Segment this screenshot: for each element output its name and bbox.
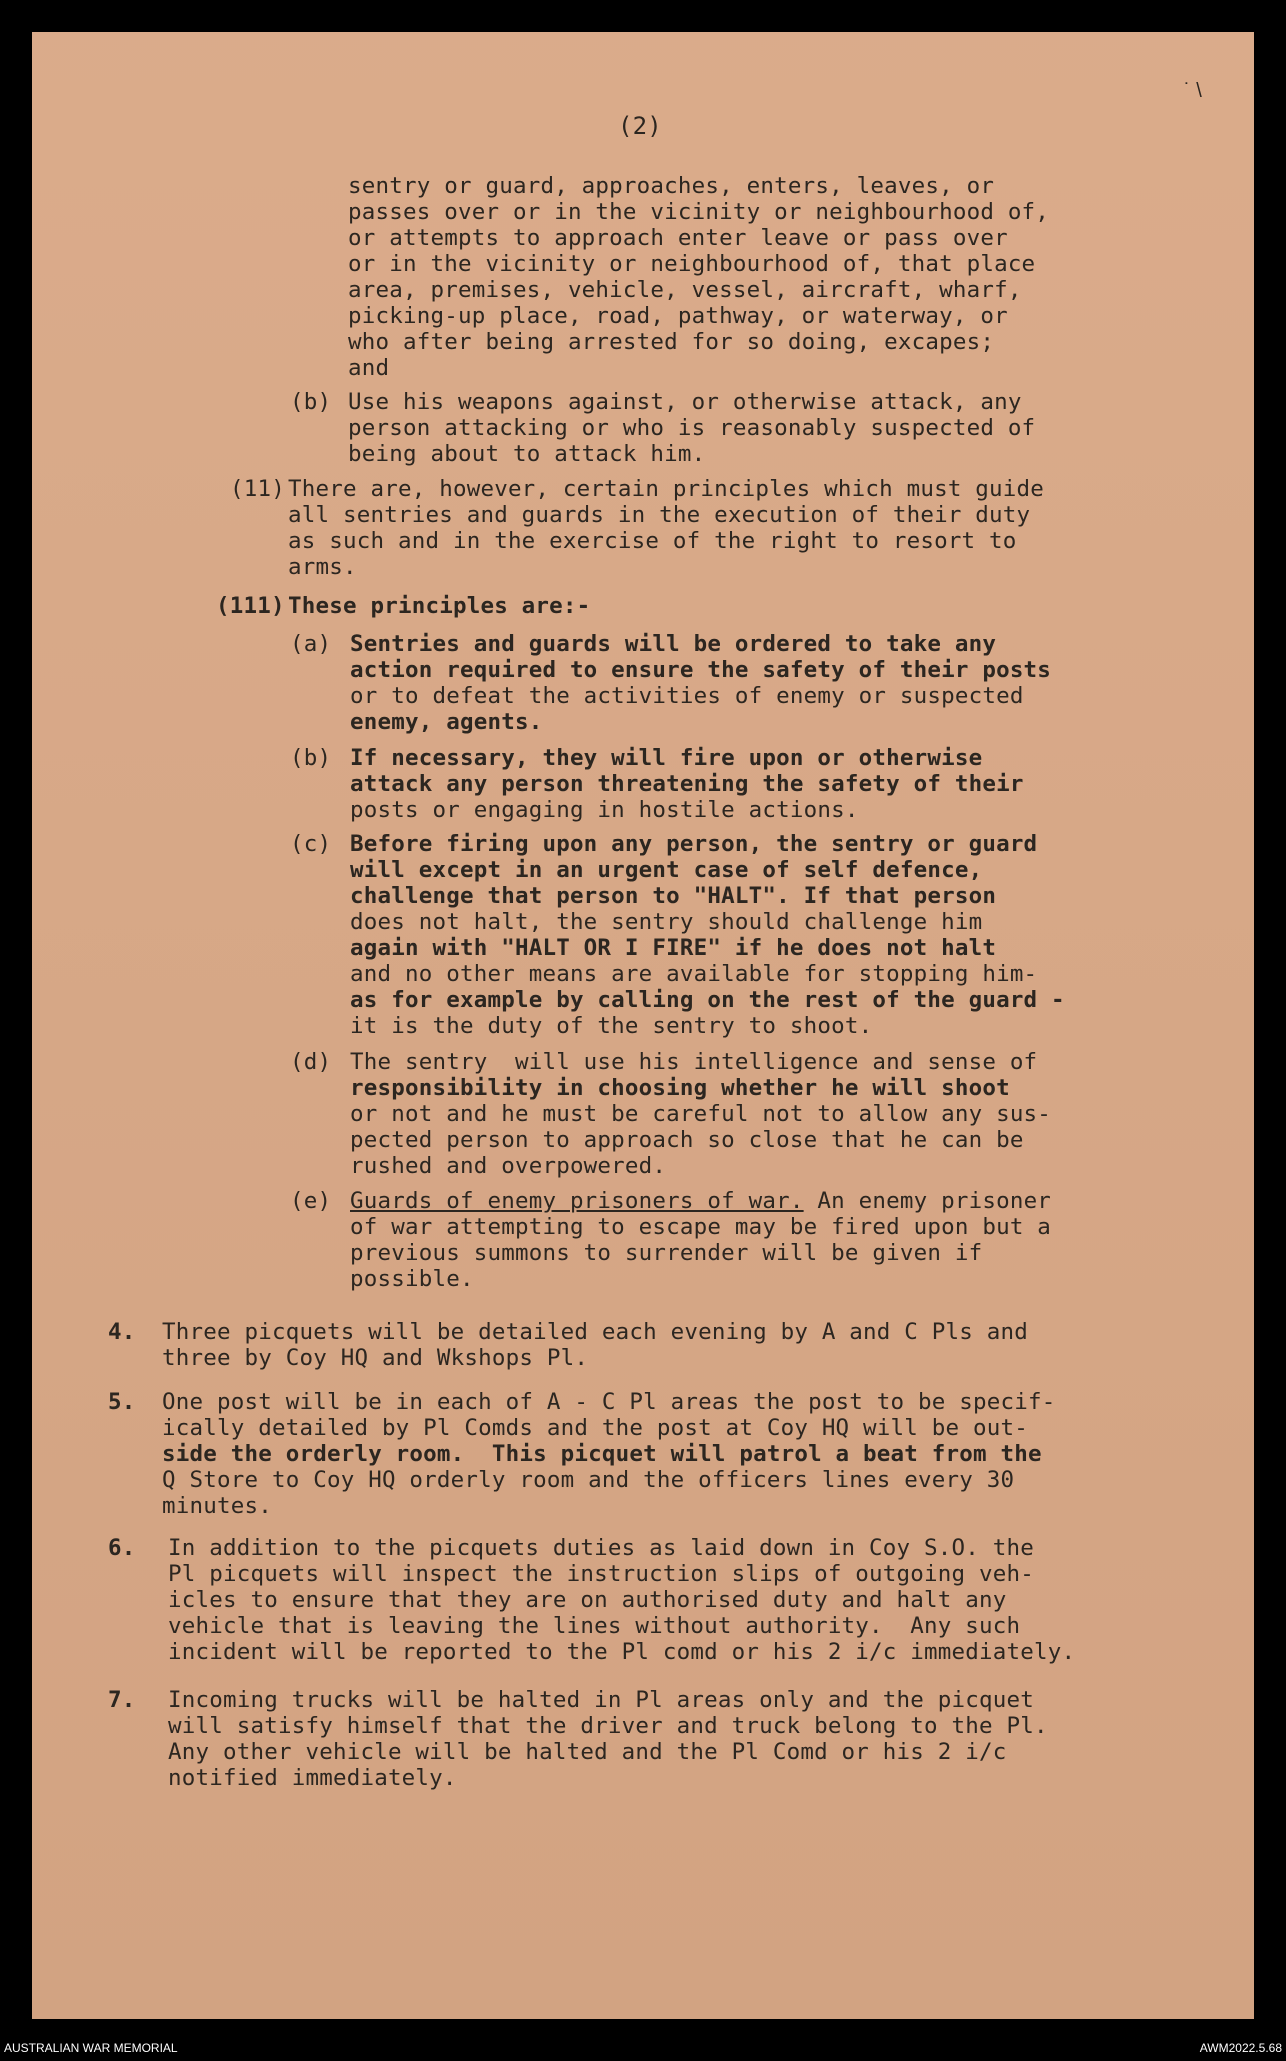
clause-label: (b): [290, 389, 332, 415]
text-line: Q Store to Coy HQ orderly room and the officers lines every 30: [162, 1467, 1015, 1493]
text-line: or to defeat the activities of enemy or suspected: [350, 683, 1024, 709]
text-line: If necessary, they will fire upon or otherwise: [350, 745, 983, 771]
text-line: passes over or in the vicinity or neighbourhood of,: [348, 199, 1050, 225]
text-line: challenge that person to "HALT". If that person: [350, 883, 997, 909]
clause-label: (a): [290, 631, 332, 657]
text-line: does not halt, the sentry should challenge him: [350, 909, 983, 935]
text-line: Incoming trucks will be halted in Pl areas only and the picquet: [168, 1687, 1035, 1713]
text-line: it is the duty of the sentry to shoot.: [350, 1013, 873, 1039]
text-line: will except in an urgent case of self defence,: [350, 857, 983, 883]
text-line: Pl picquets will inspect the instruction slips of outgoing veh-: [168, 1561, 1035, 1587]
text-line: ically detailed by Pl Comds and the post at Coy HQ will be out-: [162, 1415, 1029, 1441]
text-line: vehicle that is leaving the lines without authority. Any such: [168, 1613, 1021, 1639]
text-line: possible.: [350, 1266, 474, 1292]
text-line: enemy, agents.: [350, 709, 543, 735]
text-line: all sentries and guards in the execution of their duty: [288, 502, 1031, 528]
clause-label: (e): [290, 1188, 332, 1214]
clause-label: (c): [290, 831, 332, 857]
text-line: picking-up place, road, pathway, or waterway, or: [348, 303, 1008, 329]
text-line: sentry or guard, approaches, enters, leaves, or: [348, 173, 995, 199]
text-line: In addition to the picquets duties as laid down in Coy S.O. the: [168, 1535, 1035, 1561]
text-line: or in the vicinity or neighbourhood of, that place: [348, 251, 1036, 277]
text-line: or attempts to approach enter leave or pass over: [348, 225, 1008, 251]
clause-label: (111): [216, 593, 285, 619]
footer-accession: AWM2022.5.68: [1199, 2041, 1282, 2055]
page-number: (2): [618, 112, 662, 140]
text-line: will satisfy himself that the driver and truck belong to the Pl.: [168, 1713, 1048, 1739]
paragraph-number: 5.: [108, 1389, 136, 1415]
document-page: [32, 32, 1254, 2019]
footer-source: AUSTRALIAN WAR MEMORIAL: [4, 2041, 178, 2055]
text-line: as for example by calling on the rest of the guard -: [350, 987, 1065, 1013]
text-line: arms.: [288, 554, 357, 580]
text-line: who after being arrested for so doing, excapes;: [348, 329, 995, 355]
text-line: previous summons to surrender will be given if: [350, 1240, 983, 1266]
text-line: and: [348, 355, 390, 381]
text-line: and no other means are available for stopping him-: [350, 961, 1038, 987]
text-line: These principles are:-: [288, 593, 591, 619]
text-line: again with "HALT OR I FIRE" if he does not halt: [350, 935, 997, 961]
text-line: rushed and overpowered.: [350, 1153, 667, 1179]
clause-label: (11): [230, 476, 285, 502]
text-line: action required to ensure the safety of their posts: [350, 657, 1052, 683]
text-line: minutes.: [162, 1493, 272, 1519]
text-line: The sentry will use his intelligence and sense of: [350, 1049, 1038, 1075]
paragraph-number: 4.: [108, 1319, 136, 1345]
text-line: attack any person threatening the safety of their: [350, 771, 1024, 797]
text-line: area, premises, vehicle, vessel, aircraft, wharf,: [348, 277, 1022, 303]
text-line: side the orderly room. This picquet will patrol a beat from the: [162, 1441, 1042, 1467]
text-line: icles to ensure that they are on authorised duty and halt any: [168, 1587, 1007, 1613]
text-line: There are, however, certain principles which must guide: [288, 476, 1045, 502]
text-line: Use his weapons against, or otherwise attack, any: [348, 389, 1022, 415]
paragraph-number: 7.: [108, 1687, 136, 1713]
text-line: Three picquets will be detailed each evening by A and C Pls and: [162, 1319, 1029, 1345]
text-line: pected person to approach so close that he can be: [350, 1127, 1024, 1153]
ink-mark: ˙ \: [1184, 80, 1202, 102]
clause-label: (b): [290, 745, 332, 771]
text-line: responsibility in choosing whether he will shoot: [350, 1075, 1010, 1101]
paragraph-number: 6.: [108, 1535, 136, 1561]
text-line: An enemy prisoner: [803, 1188, 1052, 1214]
underlined-heading: Guards of enemy prisoners of war.: [350, 1188, 804, 1214]
text-line: of war attempting to escape may be fired upon but a: [350, 1214, 1052, 1240]
text-line: person attacking or who is reasonably suspected of: [348, 415, 1036, 441]
text-line: or not and he must be careful not to allow any sus-: [350, 1101, 1052, 1127]
text-line: notified immediately.: [168, 1765, 457, 1791]
text-line: Before firing upon any person, the sentry or guard: [350, 831, 1038, 857]
text-line: posts or engaging in hostile actions.: [350, 797, 859, 823]
text-line: being about to attack him.: [348, 441, 706, 467]
text-line: Sentries and guards will be ordered to take any: [350, 631, 997, 657]
text-line: as such and in the exercise of the right to resort to: [288, 528, 1017, 554]
text-line: incident will be reported to the Pl comd or his 2 i/c immediately.: [168, 1639, 1076, 1665]
text-line: Any other vehicle will be halted and the Pl Comd or his 2 i/c: [168, 1739, 1007, 1765]
text-line: three by Coy HQ and Wkshops Pl.: [162, 1345, 589, 1371]
clause-label: (d): [290, 1049, 332, 1075]
e-first-line: [350, 1189, 1051, 1215]
text-line: One post will be in each of A - C Pl areas the post to be specif-: [162, 1389, 1056, 1415]
